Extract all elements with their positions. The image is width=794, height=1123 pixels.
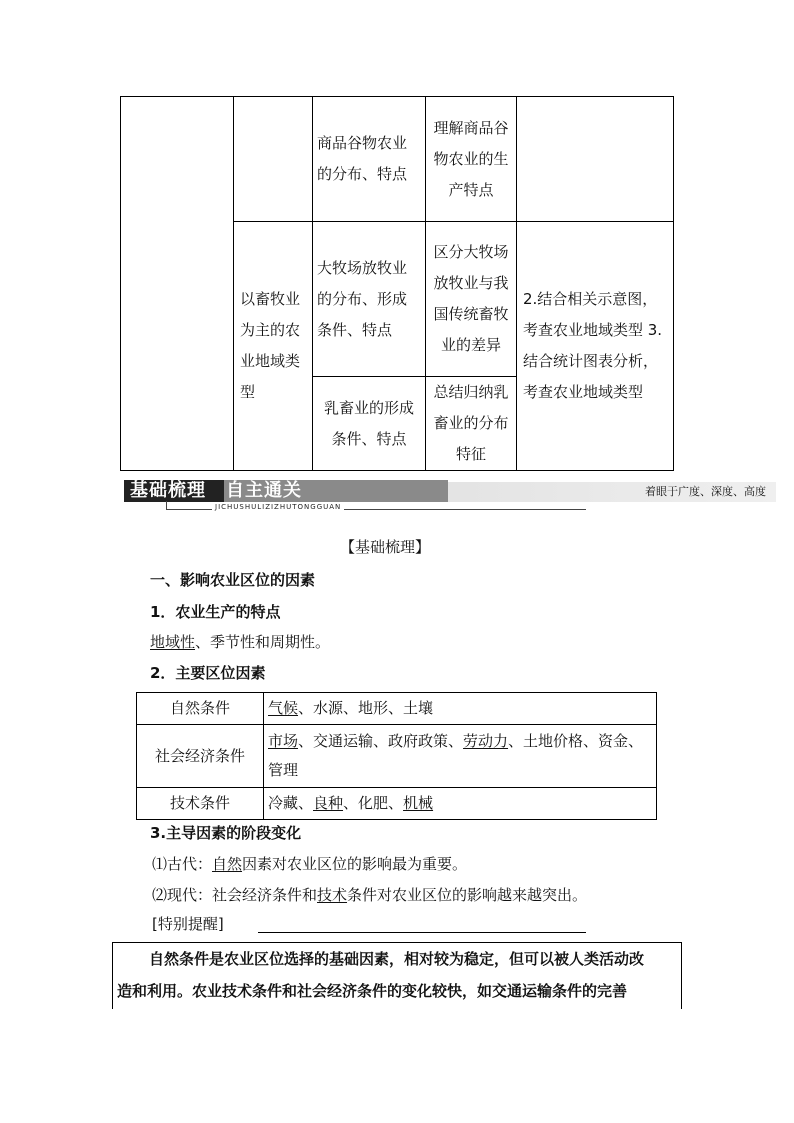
special-reminder-label: [特别提醒] [152, 915, 224, 933]
requirement-cell: 理解商品谷物农业的生产特点 [426, 97, 517, 222]
empty-cell [517, 97, 674, 222]
tips-cell: 2.结合相关示意图，考查农业地域类型 3.结合统计图表分析，考查农业地域类型 [517, 222, 674, 471]
factors-table [136, 692, 657, 820]
reminder-underline [258, 932, 586, 933]
table-row [137, 693, 657, 725]
factor-label: 自然条件 [137, 693, 264, 725]
empty-cell [121, 97, 234, 471]
banner-pinyin: JICHUSHULIZIZHUTONGGUAN [212, 503, 344, 511]
content-cell: 商品谷物农业的分布、特点 [313, 97, 426, 222]
factor-label: 技术条件 [137, 788, 264, 820]
banner-title-grey: 自主通关 [224, 480, 448, 502]
note-line: 造和利用。农业技术条件和社会经济条件的变化较快，如交通运输条件的完善 [117, 982, 628, 1000]
section-banner [124, 480, 776, 502]
factor-value: 气候、水源、地形、土壤 [264, 693, 657, 725]
requirement-cell: 总结归纳乳畜业的分布特征 [426, 377, 517, 471]
factor-label: 社会经济条件 [137, 725, 264, 788]
table-row [137, 788, 657, 820]
stage-item: ⑵现代：社会经济条件和技术条件对农业区位的影响越来越突出。 [152, 886, 588, 904]
table-row [137, 725, 657, 788]
subheading-1: 1．农业生产的特点 [150, 603, 281, 621]
section-label: 【基础梳理】 [340, 538, 431, 556]
subheading-2: 2．主要区位因素 [150, 664, 266, 682]
subheading-3: 3.主导因素的阶段变化 [150, 824, 302, 842]
category-cell: 以畜牧业为主的农业地域类型 [234, 222, 313, 471]
factor-value: 冷藏、良种、化肥、机械 [264, 788, 657, 820]
heading-1: 一、影响农业区位的因素 [150, 571, 316, 589]
banner-tick [166, 501, 167, 509]
note-line: 自然条件是农业区位选择的基础因素，相对较为稳定，但可以被人类活动改 [149, 950, 645, 968]
stage-item: ⑴古代：自然因素对农业区位的影响最为重要。 [152, 855, 468, 873]
curriculum-table [120, 96, 674, 471]
requirement-cell: 区分大牧场放牧业与我国传统畜牧业的差异 [426, 222, 517, 377]
paragraph-1: 地域性、季节性和周期性。 [150, 633, 331, 651]
note-box [112, 942, 682, 1009]
content-cell: 乳畜业的形成条件、特点 [313, 377, 426, 471]
banner-title-dark: 基础梳理 [124, 480, 226, 502]
factor-value: 市场、交通运输、政府政策、劳动力、土地价格、资金、 管理 [264, 725, 657, 788]
empty-cell [234, 97, 313, 222]
content-cell: 大牧场放牧业的分布、形成条件、特点 [313, 222, 426, 377]
banner-slogan: 着眼于广度、深度、高度 [645, 485, 766, 498]
